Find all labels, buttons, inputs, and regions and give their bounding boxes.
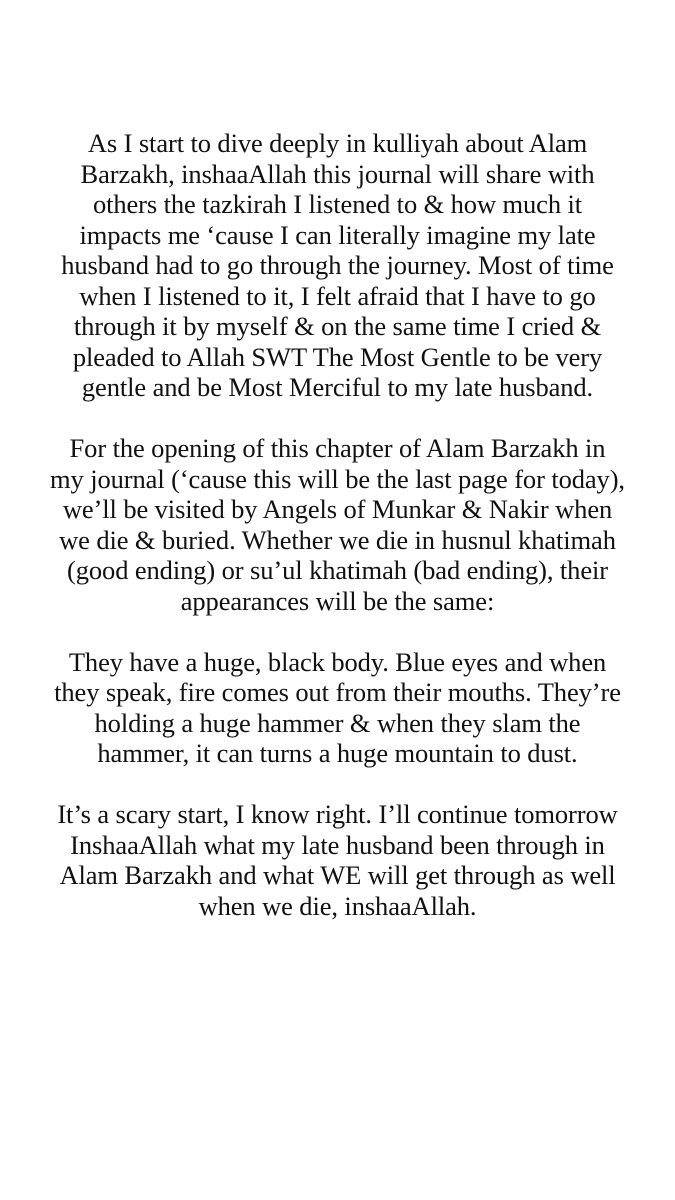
- paragraph-angels-description: They have a huge, black body. Blue eyes and when they speak, fire comes out from their mouths. They’re holding a huge hammer & when they slam the hammer, it can turns a huge mountain to dust.: [54, 646, 621, 768]
- paragraph-intro: As I start to dive deeply in kulliyah about Alam Barzakh, inshaaAllah this journal will share with others the tazkirah I listened to & how much it impacts me ‘cause I can literally imagine my late husband had to go through the journey. Most of time when I listened to it, I felt afraid that I have to go through it by myself & on the same time I cried & pleaded to Allah SWT The Most Gentle to be very gentle and be Most Merciful to my late husband.: [61, 128, 614, 402]
- paragraph-spacer: [50, 616, 625, 647]
- paragraph-spacer: [50, 769, 625, 800]
- paragraph-opening: For the opening of this chapter of Alam Barzakh in my journal (‘cause this will be the last page for today), we’ll be visited by Angels of Munkar & Nakir when we die & buried. Whether we die in husnul khatimah (good ending) or su’ul khatimah (bad ending), their appearances will be the same:: [50, 433, 625, 616]
- paragraph-closing: It’s a scary start, I know right. I’ll continue tomorrow InshaaAllah what my late husband been through in Alam Barzakh and what WE will get through as well when we die, inshaaAllah.: [57, 799, 618, 921]
- story-text: [50, 128, 625, 921]
- paragraph-spacer: [50, 403, 625, 434]
